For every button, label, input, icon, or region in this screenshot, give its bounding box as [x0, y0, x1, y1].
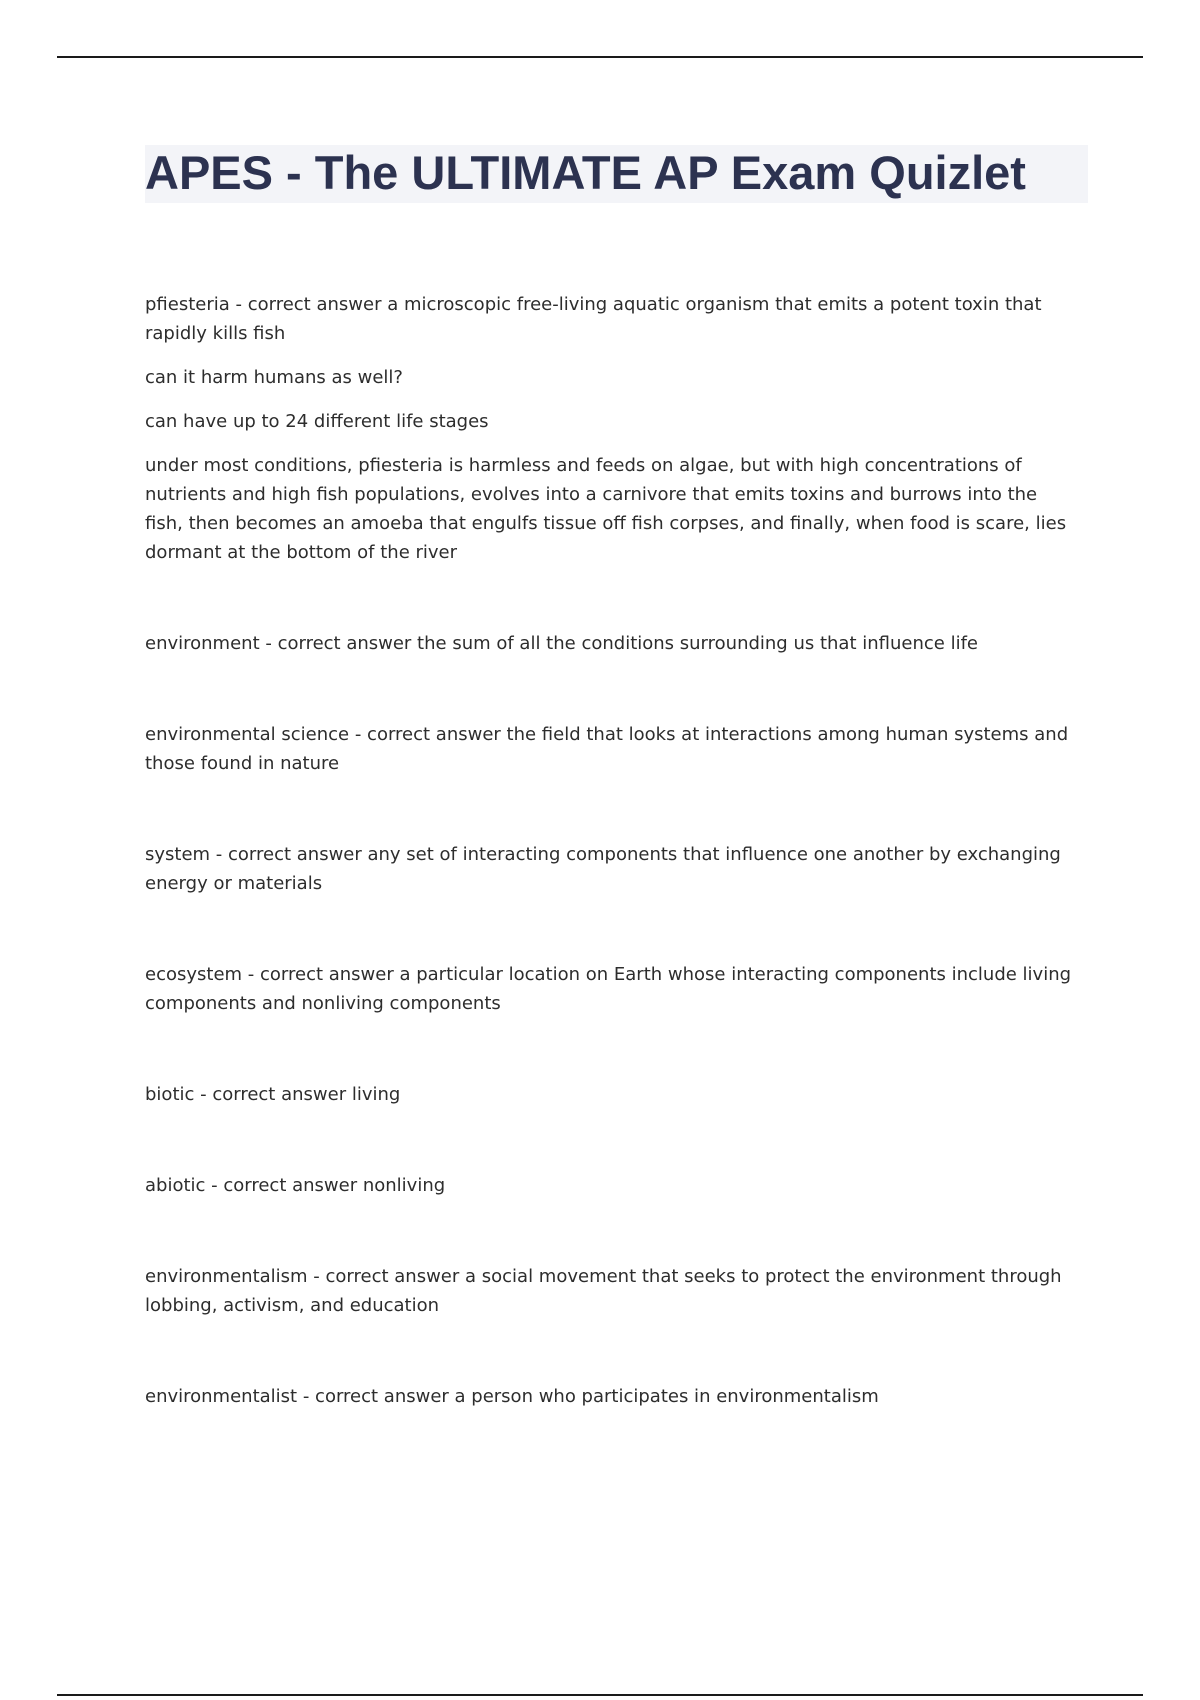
- flashcard-ecosystem: [145, 960, 1080, 1018]
- card-definition: pfiesteria - correct answer a microscopic free-living aquatic organism that emits a potent toxin that rapidly kills fish: [145, 294, 1042, 344]
- card-note: under most conditions, pfiesteria is harmless and feeds on algae, but with high concentrations of nutrients and high fish populations, evolves into a carnivore that emits toxins and burrows into the fish, then becomes an amoeba that engulfs tissue off fish corpses, and finally, when food is scare, lies dormant at the bottom of the river: [145, 455, 1067, 563]
- bottom-rule: [57, 1694, 1143, 1696]
- flashcard-environmental-science: [145, 720, 1080, 778]
- flashcard-environmentalist: [145, 1382, 1080, 1411]
- card-note: can it harm humans as well?: [145, 367, 403, 388]
- card-definition: system - correct answer any set of interacting components that influence one another by exchanging energy or materials: [145, 844, 1061, 894]
- flashcard-pfiesteria: [145, 290, 1080, 567]
- flashcard-environmentalism: [145, 1262, 1080, 1320]
- document-body: [145, 290, 1080, 1473]
- flashcard-system: [145, 840, 1080, 898]
- top-rule: [57, 56, 1143, 58]
- flashcard-biotic: [145, 1080, 1080, 1109]
- flashcard-environment: [145, 629, 1080, 658]
- card-definition: environment - correct answer the sum of all the conditions surrounding us that influence life: [145, 633, 978, 654]
- card-definition: ecosystem - correct answer a particular location on Earth whose interacting components include living components and nonliving components: [145, 964, 1072, 1014]
- card-definition: environmentalism - correct answer a social movement that seeks to protect the environment through lobbing, activism, and education: [145, 1266, 1062, 1316]
- card-definition: abiotic - correct answer nonliving: [145, 1175, 446, 1196]
- card-definition: environmentalist - correct answer a person who participates in environmentalism: [145, 1386, 879, 1407]
- card-definition: biotic - correct answer living: [145, 1084, 401, 1105]
- card-note: can have up to 24 different life stages: [145, 411, 489, 432]
- document-title: APES - The ULTIMATE AP Exam Quizlet: [145, 146, 1026, 199]
- flashcard-abiotic: [145, 1171, 1080, 1200]
- card-definition: environmental science - correct answer the field that looks at interactions among human systems and those found in nature: [145, 724, 1069, 774]
